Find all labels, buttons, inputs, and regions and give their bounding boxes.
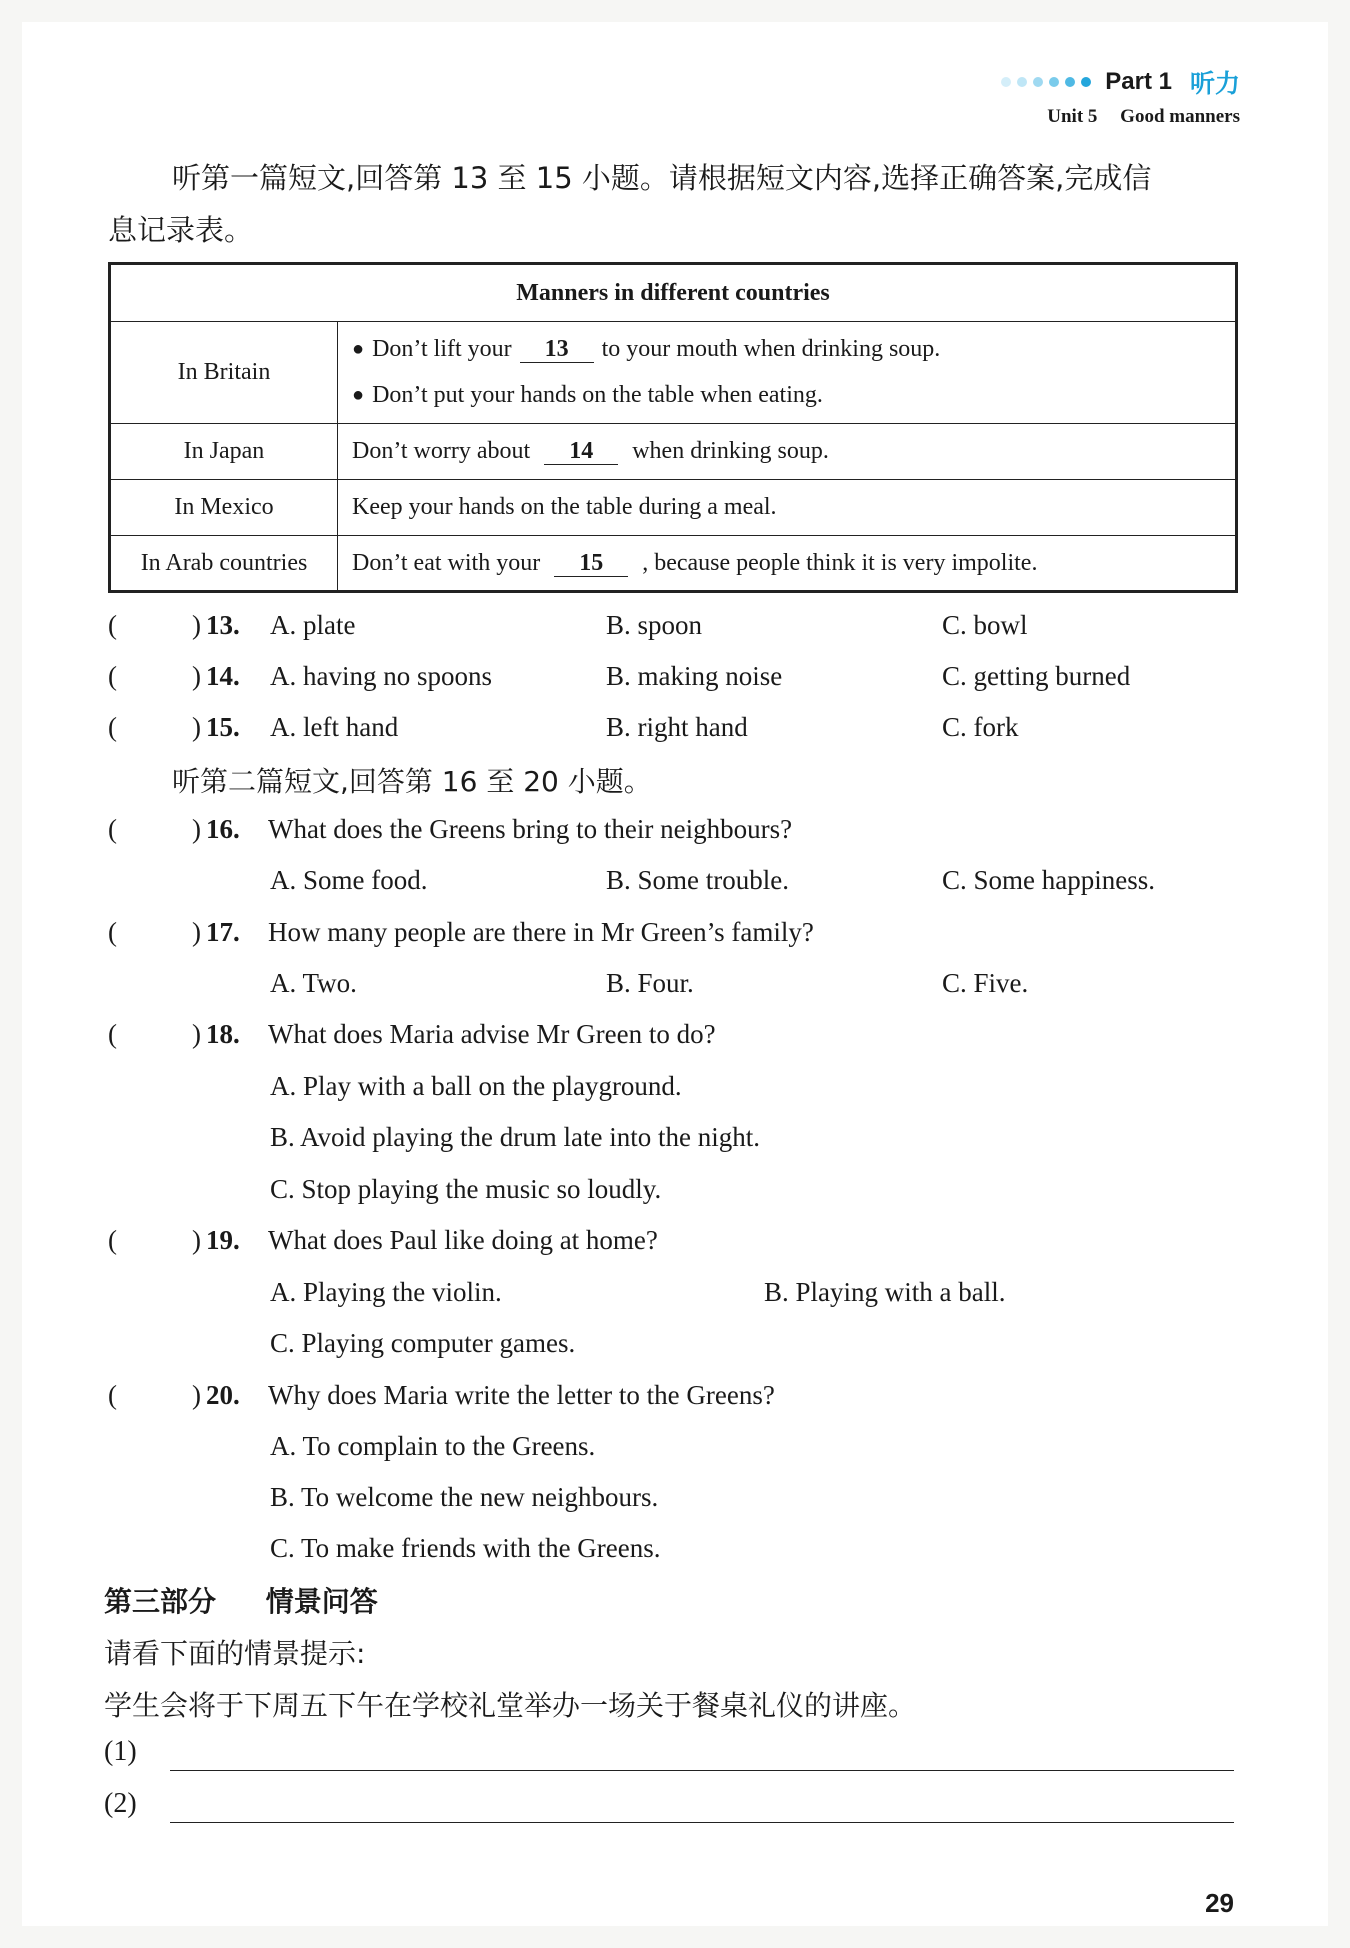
question-13 — [108, 610, 1258, 650]
option-b[interactable]: B. To welcome the new neighbours. — [270, 1482, 659, 1512]
option-b[interactable]: B. right hand — [606, 712, 748, 742]
question-19-option-c-row — [108, 1328, 1258, 1368]
question-number: 16. — [206, 814, 240, 844]
table-row-mexico — [110, 480, 1237, 536]
question-20 — [108, 1380, 1258, 1420]
option-b[interactable]: B. making noise — [606, 661, 783, 691]
blank-15[interactable]: 15 — [554, 550, 628, 577]
question-number: 17. — [206, 917, 240, 947]
question-stem: How many people are there in Mr Green’s family? — [268, 917, 814, 947]
option-c[interactable]: C. Stop playing the music so loudly. — [270, 1174, 662, 1204]
option-c[interactable]: C. getting burned — [942, 661, 1131, 691]
header-part-cn: 听力 — [1189, 69, 1240, 98]
option-a[interactable]: A. Playing the violin. — [270, 1277, 502, 1307]
answer-line-2[interactable] — [104, 1788, 1234, 1832]
section3-part: 第三部分 — [104, 1585, 217, 1618]
header-dot — [1081, 77, 1091, 87]
header-unit — [1001, 106, 1240, 128]
answer-paren-close: ) — [192, 1380, 201, 1410]
desc-japan — [338, 424, 1237, 480]
question-number: 18. — [206, 1019, 240, 1049]
country-mexico: In Mexico — [110, 480, 338, 536]
manners-table — [108, 262, 1238, 593]
answer-paren-close: ) — [192, 712, 201, 742]
question-15 — [108, 712, 1258, 752]
header-dot — [1033, 77, 1043, 87]
section1-instruction — [108, 152, 1238, 256]
answer-line-1[interactable] — [104, 1736, 1234, 1780]
question-20-option-c-row — [108, 1533, 1258, 1573]
question-stem: Why does Maria write the letter to the Greens? — [268, 1380, 775, 1410]
answer-paren-open[interactable]: ( — [108, 1225, 117, 1255]
answer-paren-close: ) — [192, 1019, 201, 1049]
answer-paren-open[interactable]: ( — [108, 917, 117, 947]
answer-line-2-rule[interactable] — [170, 1822, 1234, 1823]
option-a[interactable]: A. To complain to the Greens. — [270, 1431, 596, 1461]
option-b[interactable]: B. spoon — [606, 610, 703, 640]
question-18-option-a-row — [108, 1071, 1258, 1111]
question-number: 14. — [206, 661, 240, 691]
question-20-option-b-row — [108, 1482, 1258, 1522]
blank-13[interactable]: 13 — [520, 336, 594, 363]
desc-arab — [338, 536, 1237, 592]
britain-line1-pre: Don’t lift your — [372, 336, 512, 362]
table-title: Manners in different countries — [110, 264, 1237, 322]
blank-14[interactable]: 14 — [544, 438, 618, 465]
answer-line-1-rule[interactable] — [170, 1770, 1234, 1771]
country-britain: In Britain — [110, 322, 338, 424]
option-c[interactable]: C. Some happiness. — [942, 865, 1155, 895]
option-c[interactable]: C. Playing computer games. — [270, 1328, 576, 1358]
question-number: 15. — [206, 712, 240, 742]
answer-paren-open[interactable]: ( — [108, 610, 117, 640]
header-dot — [1001, 77, 1011, 87]
option-b[interactable]: B. Four. — [606, 968, 694, 998]
japan-pre: Don’t worry about — [352, 438, 531, 464]
section3-scenario: 学生会将于下周五下午在学校礼堂举办一场关于餐桌礼仪的讲座。 — [104, 1689, 917, 1722]
country-arab: In Arab countries — [110, 536, 338, 592]
question-19 — [108, 1225, 1258, 1265]
question-18-option-b-row — [108, 1122, 1258, 1162]
option-a[interactable]: A. plate — [270, 610, 356, 640]
answer-paren-open[interactable]: ( — [108, 1019, 117, 1049]
question-stem: What does Maria advise Mr Green to do? — [268, 1019, 716, 1049]
answer-paren-open[interactable]: ( — [108, 661, 117, 691]
header-dot — [1017, 77, 1027, 87]
option-b[interactable]: B. Playing with a ball. — [764, 1277, 1006, 1307]
answer-paren-open[interactable]: ( — [108, 712, 117, 742]
instruction-line-2: 息记录表。 — [108, 213, 254, 247]
country-japan: In Japan — [110, 424, 338, 480]
option-a[interactable]: A. Some food. — [270, 865, 428, 895]
option-c[interactable]: C. To make friends with the Greens. — [270, 1533, 661, 1563]
header-dots — [1001, 77, 1091, 87]
section3-prompt-label: 请看下面的情景提示: — [104, 1637, 366, 1670]
question-16 — [108, 814, 1258, 854]
table-row-japan — [110, 424, 1237, 480]
britain-line2: Don’t put your hands on the table when eating. — [372, 382, 823, 408]
instruction-line-1: 听第一篇短文,回答第 13 至 15 小题。请根据短文内容,选择正确答案,完成信 — [172, 161, 1152, 195]
arab-pre: Don’t eat with your — [352, 549, 541, 576]
header-unit-number: Unit 5 — [1047, 106, 1098, 127]
header-dot — [1065, 77, 1075, 87]
question-18-option-c-row — [108, 1174, 1258, 1214]
answer-paren-close: ) — [192, 661, 201, 691]
britain-line-1 — [352, 327, 1234, 373]
question-number: 13. — [206, 610, 240, 640]
option-c[interactable]: C. Five. — [942, 968, 1029, 998]
arab-post: , because people think it is very impolite. — [642, 549, 1038, 576]
question-17 — [108, 917, 1258, 957]
question-number: 19. — [206, 1225, 240, 1255]
answer-paren-open[interactable]: ( — [108, 814, 117, 844]
option-a[interactable]: A. Play with a ball on the playground. — [270, 1071, 682, 1101]
question-stem: What does the Greens bring to their neighbours? — [268, 814, 793, 844]
option-a[interactable]: A. Two. — [270, 968, 357, 998]
option-a[interactable]: A. left hand — [270, 712, 399, 742]
bullet-icon: ● — [352, 384, 365, 406]
option-b[interactable]: B. Some trouble. — [606, 865, 789, 895]
answer-line-1-label: (1) — [104, 1736, 137, 1767]
option-a[interactable]: A. having no spoons — [270, 661, 492, 691]
answer-paren-close: ) — [192, 814, 201, 844]
bullet-icon: ● — [352, 338, 365, 360]
section3-title: 情景问答 — [265, 1585, 378, 1618]
section3-heading — [104, 1580, 378, 1620]
question-20-option-a-row — [108, 1431, 1258, 1471]
answer-paren-close: ) — [192, 1225, 201, 1255]
option-b[interactable]: B. Avoid playing the drum late into the night. — [270, 1122, 760, 1152]
section2-instruction: 听第二篇短文,回答第 16 至 20 小题。 — [172, 765, 652, 798]
header-dot — [1049, 77, 1059, 87]
option-c[interactable]: C. bowl — [942, 610, 1028, 640]
question-14 — [108, 661, 1258, 701]
desc-britain — [338, 322, 1237, 424]
question-16-options — [108, 865, 1258, 905]
britain-line-2 — [352, 373, 1234, 419]
britain-line1-post: to your mouth when drinking soup. — [601, 336, 941, 362]
japan-post: when drinking soup. — [632, 438, 829, 464]
question-stem: What does Paul like doing at home? — [268, 1225, 658, 1255]
answer-paren-open[interactable]: ( — [108, 1380, 117, 1410]
page-number: 29 — [1205, 1888, 1234, 1918]
header-unit-title: Good manners — [1120, 106, 1240, 127]
table-row-arab — [110, 536, 1237, 592]
question-19-options-ab — [108, 1277, 1258, 1317]
answer-paren-close: ) — [192, 610, 201, 640]
question-18 — [108, 1019, 1258, 1059]
answer-paren-close: ) — [192, 917, 201, 947]
question-number: 20. — [206, 1380, 240, 1410]
question-17-options — [108, 968, 1258, 1008]
option-c[interactable]: C. fork — [942, 712, 1019, 742]
answer-line-2-label: (2) — [104, 1788, 137, 1819]
desc-mexico: Keep your hands on the table during a meal. — [338, 480, 1237, 536]
header-part: Part 1 — [1105, 68, 1172, 95]
table-row-britain — [110, 322, 1237, 424]
page-header — [1001, 64, 1240, 128]
